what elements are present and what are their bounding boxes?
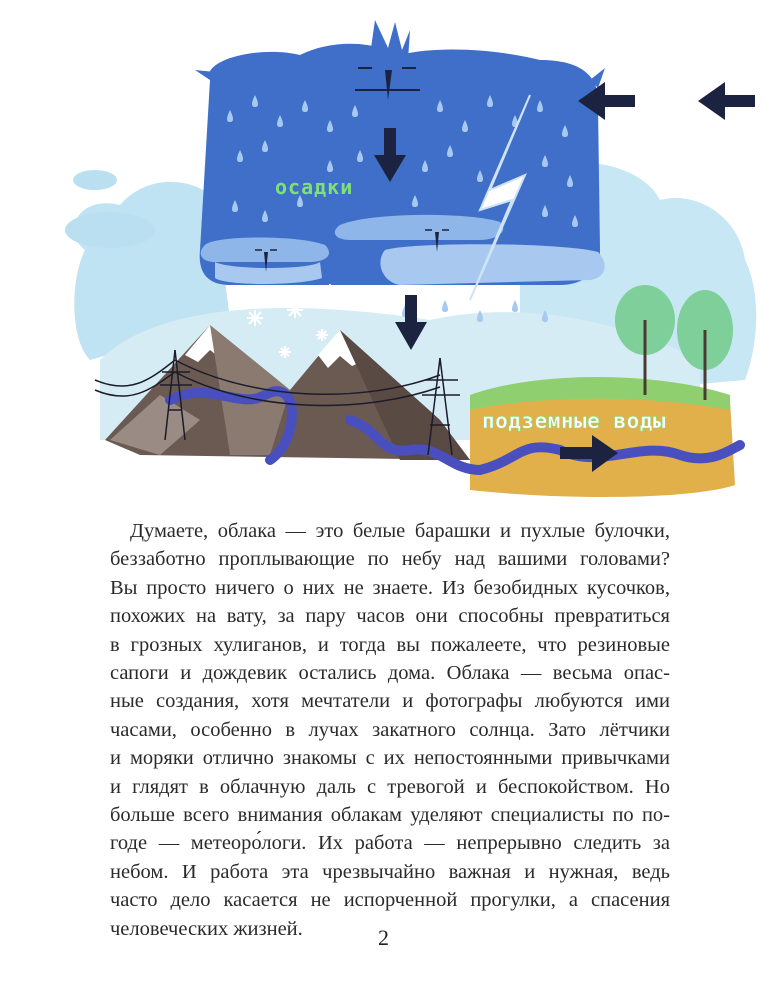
- paragraph-line: часами, особенно в лучах закатного солнца. Зато лётчики: [110, 718, 670, 741]
- paragraph-line: Думаете, облака — это белые барашки и пухлые булочки,: [130, 520, 670, 542]
- paragraph-line: и моряки отлично знакомы с их непостоянными привычками: [110, 747, 670, 770]
- paragraph-line: беззаботно проплывающие по небу над вашими головами?: [110, 548, 670, 571]
- paragraph-line: годе — метеоро́логи. Их работа — непрерывно следить за: [110, 832, 670, 855]
- paragraph-line: часто дело касается не испорченной прогулки, а спасения: [110, 889, 670, 912]
- paragraph-line: больше всего внимания облакам уделяют специалисты по по-: [110, 804, 670, 827]
- paragraph-line: небом. И работа эта чрезвычайно важная и нужная, ведь: [110, 860, 670, 883]
- arrow-left-icon: [698, 82, 755, 120]
- groundwater-label: подземные воды: [482, 409, 667, 433]
- paragraph-line: ные создания, хотя мечтатели и фотографы любуются ими: [110, 690, 670, 713]
- paragraph-line: и глядят в облачную даль с тревогой и беспокойством. Но: [110, 775, 670, 798]
- page-number: 2: [378, 925, 389, 950]
- paragraph-line: похожих на вату, за пару часов они способны превратиться: [110, 605, 670, 628]
- paragraph-line: человеческих жизней.: [110, 917, 303, 940]
- paragraph-line: Вы просто ничего о них не знаете. Из безобидных кусочков,: [110, 576, 670, 599]
- main-paragraph: [110, 517, 670, 943]
- small-cloud-left: [201, 238, 329, 285]
- paragraph-line: в грозных хулиганов, и тогда вы пожалеете, что резиновые: [110, 633, 670, 656]
- precipitation-label: осадки: [275, 175, 354, 199]
- paragraph-line: сапоги и дождевик остались дома. Облака — весьма опас-: [110, 662, 670, 685]
- ground: [470, 377, 735, 497]
